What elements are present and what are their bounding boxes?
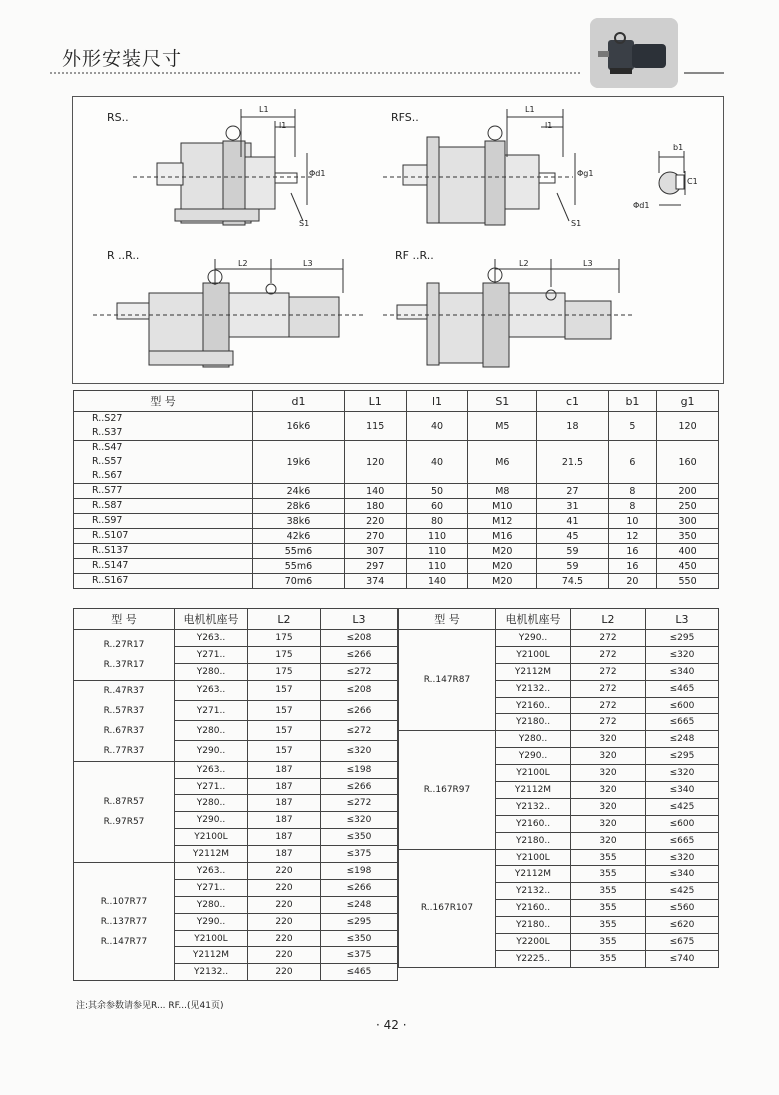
cell-S1: M5 (468, 412, 537, 441)
cell-b1: 10 (608, 514, 656, 529)
table-row (399, 731, 719, 748)
dim-c1-section: C1 (687, 177, 698, 186)
cell-L3: ≤350 (321, 829, 398, 846)
gearmotor-photo-drawing (590, 18, 678, 88)
cell-L1: 180 (344, 499, 406, 514)
table-row (74, 499, 719, 514)
cell-L3: ≤340 (646, 866, 719, 883)
table-header-row (399, 609, 719, 630)
model-name: R..27R17 (103, 639, 145, 650)
cell-L2: 187 (248, 812, 321, 829)
cell-L3: ≤272 (321, 795, 398, 812)
cell-S1: M8 (468, 484, 537, 499)
dim-L3-rf-r: L3 (583, 259, 593, 268)
motor-frame: Y2160.. (496, 815, 571, 832)
motor-frame: Y263.. (175, 630, 248, 647)
model-name: R..87R57 (103, 796, 145, 807)
cell-L3: ≤375 (321, 947, 398, 964)
model-name: R..S87 (92, 500, 123, 511)
cell-l1: 140 (406, 574, 468, 589)
motor-frame: Y290.. (175, 741, 248, 761)
model-name: R..37R17 (103, 659, 145, 670)
diagram-label-rs: RS.. (107, 111, 129, 124)
motor-frame: Y2180.. (496, 714, 571, 731)
shaft-dimension-table (73, 390, 719, 589)
col-header: L3 (321, 609, 398, 630)
table-header-row (74, 609, 398, 630)
dim-b1-section: b1 (673, 143, 684, 152)
motor-frame: Y263.. (175, 761, 248, 778)
motor-frame: Y2100L (496, 849, 571, 866)
col-header: 电机机座号 (175, 609, 248, 630)
cell-d1: 70m6 (253, 574, 345, 589)
cell-L1: 374 (344, 574, 406, 589)
model-cell (74, 680, 175, 761)
model-name: R..S67 (92, 470, 123, 481)
cell-l1: 110 (406, 544, 468, 559)
cell-L3: ≤665 (646, 832, 719, 849)
cell-L1: 120 (344, 441, 406, 484)
cell-L1: 220 (344, 514, 406, 529)
cell-L2: 220 (248, 879, 321, 896)
dim-L1-rfs: L1 (525, 105, 535, 114)
cell-L2: 355 (571, 950, 646, 967)
cell-L1: 297 (344, 559, 406, 574)
table-row (74, 484, 719, 499)
col-header: S1 (468, 391, 537, 412)
motor-frame: Y263.. (175, 680, 248, 700)
table-row (74, 514, 719, 529)
motor-frame: Y271.. (175, 700, 248, 720)
model-name: R..S77 (92, 485, 123, 496)
page-title: 外形安装尺寸 (62, 48, 183, 70)
cell-c1: 59 (537, 559, 609, 574)
motor-frame: Y2100L (175, 829, 248, 846)
model-name: R..S137 (92, 545, 129, 556)
header-divider (50, 72, 580, 74)
cell-L3: ≤272 (321, 663, 398, 680)
col-header: 电机机座号 (496, 609, 571, 630)
model-cell (74, 499, 253, 514)
cell-b1: 5 (608, 412, 656, 441)
dim-l1-rs: l1 (279, 121, 287, 130)
model-name: R..S37 (92, 427, 123, 438)
table-row (74, 574, 719, 589)
cell-l1: 110 (406, 529, 468, 544)
cell-S1: M6 (468, 441, 537, 484)
cell-L2: 187 (248, 795, 321, 812)
cell-L3: ≤266 (321, 879, 398, 896)
motor-frame: Y2112M (175, 846, 248, 863)
cell-d1: 42k6 (253, 529, 345, 544)
cell-L3: ≤320 (321, 812, 398, 829)
cell-l1: 40 (406, 412, 468, 441)
cell-L2: 355 (571, 934, 646, 951)
motor-frame: Y2100L (175, 930, 248, 947)
model-cell (74, 484, 253, 499)
cell-L2: 320 (571, 782, 646, 799)
cell-L3: ≤665 (646, 714, 719, 731)
motor-frame: Y2160.. (496, 697, 571, 714)
cell-c1: 59 (537, 544, 609, 559)
model-cell (74, 514, 253, 529)
model-name: R..77R37 (103, 745, 145, 756)
cell-L2: 272 (571, 680, 646, 697)
cell-L2: 320 (571, 815, 646, 832)
cell-L2: 175 (248, 630, 321, 647)
cell-L2: 220 (248, 964, 321, 981)
cell-L2: 220 (248, 947, 321, 964)
cell-L2: 175 (248, 663, 321, 680)
col-header: l1 (406, 391, 468, 412)
cell-S1: M20 (468, 544, 537, 559)
cell-g1: 350 (657, 529, 719, 544)
motor-frame: Y2100L (496, 646, 571, 663)
col-header: c1 (537, 391, 609, 412)
cell-L2: 220 (248, 863, 321, 880)
cell-L3: ≤350 (321, 930, 398, 947)
cell-L1: 115 (344, 412, 406, 441)
cell-c1: 31 (537, 499, 609, 514)
model-cell (74, 544, 253, 559)
cell-S1: M12 (468, 514, 537, 529)
motor-frame: Y271.. (175, 646, 248, 663)
cell-L2: 157 (248, 680, 321, 700)
cell-b1: 6 (608, 441, 656, 484)
cell-L3: ≤248 (646, 731, 719, 748)
cell-g1: 250 (657, 499, 719, 514)
model-name: R..S57 (92, 456, 123, 467)
cell-L3: ≤266 (321, 778, 398, 795)
table-header-row (74, 391, 719, 412)
cell-c1: 41 (537, 514, 609, 529)
cell-L2: 157 (248, 721, 321, 741)
table-row (74, 544, 719, 559)
motor-frame: Y280.. (175, 663, 248, 680)
cell-L3: ≤425 (646, 798, 719, 815)
model-name: R..47R37 (103, 685, 145, 696)
cell-b1: 16 (608, 559, 656, 574)
model-name: R..S107 (92, 530, 129, 541)
motor-frame: Y271.. (175, 879, 248, 896)
col-header: L2 (571, 609, 646, 630)
cell-L1: 307 (344, 544, 406, 559)
table-row (74, 863, 398, 880)
model-cell (74, 863, 175, 981)
dim-S1-rs: S1 (299, 219, 310, 228)
cell-d1: 55m6 (253, 559, 345, 574)
cell-L2: 220 (248, 930, 321, 947)
cell-L3: ≤208 (321, 630, 398, 647)
cell-L3: ≤560 (646, 900, 719, 917)
cell-d1: 38k6 (253, 514, 345, 529)
dim-d1-rs: Φd1 (309, 169, 326, 178)
model-name: R..S167 (92, 575, 129, 586)
cell-L3: ≤320 (646, 849, 719, 866)
cell-L2: 220 (248, 896, 321, 913)
header-divider-right (684, 72, 724, 74)
cell-L3: ≤600 (646, 815, 719, 832)
cell-L3: ≤295 (646, 748, 719, 765)
cell-L2: 320 (571, 765, 646, 782)
dim-g1-rfs: Φg1 (577, 169, 594, 178)
model-name: R..67R37 (103, 725, 145, 736)
motor-frame: Y2112M (496, 866, 571, 883)
cell-b1: 8 (608, 484, 656, 499)
cell-L2: 355 (571, 849, 646, 866)
col-header: g1 (657, 391, 719, 412)
col-header: L1 (344, 391, 406, 412)
cell-g1: 300 (657, 514, 719, 529)
cell-L3: ≤675 (646, 934, 719, 951)
model-cell (74, 529, 253, 544)
dim-l1-rfs: l1 (545, 121, 553, 130)
motor-frame: Y271.. (175, 778, 248, 795)
cell-g1: 160 (657, 441, 719, 484)
cell-d1: 16k6 (253, 412, 345, 441)
r-r-drawing (93, 259, 363, 367)
cell-L2: 272 (571, 714, 646, 731)
cell-L2: 272 (571, 697, 646, 714)
model-name: R..147R87 (423, 675, 471, 686)
model-cell (399, 849, 496, 967)
model-cell (74, 761, 175, 862)
col-header: L2 (248, 609, 321, 630)
cell-l1: 80 (406, 514, 468, 529)
motor-frame: Y2132.. (496, 680, 571, 697)
cell-b1: 16 (608, 544, 656, 559)
diagram-label-r-r: R ..R.. (107, 249, 140, 262)
model-cell (399, 731, 496, 849)
cell-L3: ≤198 (321, 863, 398, 880)
cell-l1: 110 (406, 559, 468, 574)
table-row (74, 680, 398, 700)
dimension-drawings (72, 96, 724, 384)
model-name: R..S147 (92, 560, 129, 571)
cell-L3: ≤266 (321, 700, 398, 720)
motor-frame: Y280.. (175, 795, 248, 812)
model-name: R..S27 (92, 413, 123, 424)
cell-g1: 200 (657, 484, 719, 499)
cell-L2: 355 (571, 866, 646, 883)
cell-L2: 320 (571, 731, 646, 748)
motor-frame: Y2180.. (496, 917, 571, 934)
shaft-section-drawing (659, 151, 685, 205)
col-header: 型 号 (399, 609, 496, 630)
table-row (74, 559, 719, 574)
motor-frame: Y2132.. (496, 798, 571, 815)
cell-c1: 21.5 (537, 441, 609, 484)
cell-b1: 8 (608, 499, 656, 514)
motor-frame: Y290.. (175, 812, 248, 829)
cell-L3: ≤320 (321, 741, 398, 761)
cell-L3: ≤340 (646, 663, 719, 680)
cell-L2: 355 (571, 900, 646, 917)
model-name: R..167R97 (423, 784, 471, 795)
page-number: · 42 · (376, 1018, 407, 1032)
motor-frame: Y290.. (496, 630, 571, 647)
cell-L3: ≤600 (646, 697, 719, 714)
table-row (399, 630, 719, 647)
col-header: b1 (608, 391, 656, 412)
model-cell (74, 441, 253, 484)
dim-L2-rf-r: L2 (519, 259, 529, 268)
cell-L2: 220 (248, 913, 321, 930)
col-header: 型 号 (74, 609, 175, 630)
cell-l1: 40 (406, 441, 468, 484)
motor-frame: Y290.. (496, 748, 571, 765)
dim-L1-rs: L1 (259, 105, 269, 114)
cell-b1: 12 (608, 529, 656, 544)
model-name: R..167R107 (420, 903, 474, 914)
model-name: R..147R77 (100, 936, 148, 947)
cell-l1: 60 (406, 499, 468, 514)
cell-g1: 550 (657, 574, 719, 589)
cell-L2: 272 (571, 630, 646, 647)
cell-S1: M16 (468, 529, 537, 544)
dimension-drawings-svg (73, 97, 723, 383)
model-cell (399, 630, 496, 731)
cell-L3: ≤465 (646, 680, 719, 697)
rf-r-drawing (383, 259, 633, 367)
cell-g1: 450 (657, 559, 719, 574)
motor-frame: Y2112M (496, 782, 571, 799)
cell-c1: 74.5 (537, 574, 609, 589)
motor-frame: Y280.. (496, 731, 571, 748)
dim-L3-r-r: L3 (303, 259, 313, 268)
table-row (399, 849, 719, 866)
table-row (74, 441, 719, 484)
model-cell (74, 574, 253, 589)
cell-L2: 320 (571, 798, 646, 815)
cell-d1: 19k6 (253, 441, 345, 484)
cell-L3: ≤740 (646, 950, 719, 967)
motor-frame: Y2112M (175, 947, 248, 964)
cell-L3: ≤425 (646, 883, 719, 900)
model-name: R..S97 (92, 515, 123, 526)
cell-L3: ≤375 (321, 846, 398, 863)
cell-d1: 24k6 (253, 484, 345, 499)
cell-b1: 20 (608, 574, 656, 589)
cell-L2: 187 (248, 761, 321, 778)
cell-L3: ≤620 (646, 917, 719, 934)
motor-frame: Y2180.. (496, 832, 571, 849)
cell-L3: ≤295 (646, 630, 719, 647)
cell-L3: ≤198 (321, 761, 398, 778)
cell-L2: 187 (248, 778, 321, 795)
model-name: R..57R37 (103, 705, 145, 716)
cell-c1: 45 (537, 529, 609, 544)
cell-L2: 320 (571, 832, 646, 849)
diagram-label-rf-r: RF ..R.. (395, 249, 434, 262)
cell-L3: ≤248 (321, 896, 398, 913)
footnote: 注:其余参数请参见R... RF...(见41页) (76, 1001, 224, 1011)
motor-frame: Y2225.. (496, 950, 571, 967)
col-header: 型 号 (74, 391, 253, 412)
cell-d1: 55m6 (253, 544, 345, 559)
motor-frame: Y263.. (175, 863, 248, 880)
cell-L2: 157 (248, 741, 321, 761)
cell-L3: ≤320 (646, 765, 719, 782)
cell-L1: 140 (344, 484, 406, 499)
model-cell (74, 559, 253, 574)
model-cell (74, 412, 253, 441)
cell-d1: 28k6 (253, 499, 345, 514)
motor-table-left (73, 608, 398, 981)
cell-L2: 355 (571, 883, 646, 900)
motor-frame: Y2132.. (496, 883, 571, 900)
cell-L2: 187 (248, 846, 321, 863)
cell-S1: M20 (468, 574, 537, 589)
motor-frame: Y2100L (496, 765, 571, 782)
dim-d1-section: Φd1 (633, 201, 650, 210)
motor-frame: Y280.. (175, 896, 248, 913)
cell-l1: 50 (406, 484, 468, 499)
table-row (74, 630, 398, 647)
cell-c1: 27 (537, 484, 609, 499)
col-header: d1 (253, 391, 345, 412)
cell-g1: 120 (657, 412, 719, 441)
dim-L2-r-r: L2 (238, 259, 248, 268)
motor-table-right (398, 608, 719, 968)
col-header: L3 (646, 609, 719, 630)
motor-frame: Y2132.. (175, 964, 248, 981)
cell-L3: ≤295 (321, 913, 398, 930)
cell-L3: ≤272 (321, 721, 398, 741)
model-name: R..107R77 (100, 896, 148, 907)
diagram-label-rfs: RFS.. (391, 111, 419, 124)
cell-S1: M10 (468, 499, 537, 514)
cell-L2: 175 (248, 646, 321, 663)
cell-g1: 400 (657, 544, 719, 559)
cell-L2: 355 (571, 917, 646, 934)
table-row (74, 761, 398, 778)
model-name: R..137R77 (100, 916, 148, 927)
cell-L1: 270 (344, 529, 406, 544)
cell-L2: 272 (571, 646, 646, 663)
cell-L2: 272 (571, 663, 646, 680)
cell-L3: ≤320 (646, 646, 719, 663)
table-row (74, 412, 719, 441)
cell-L2: 187 (248, 829, 321, 846)
cell-c1: 18 (537, 412, 609, 441)
table-row (74, 529, 719, 544)
motor-frame: Y2200L (496, 934, 571, 951)
dim-S1-rfs: S1 (571, 219, 582, 228)
cell-S1: M20 (468, 559, 537, 574)
cell-L2: 157 (248, 700, 321, 720)
cell-L3: ≤208 (321, 680, 398, 700)
model-name: R..S47 (92, 442, 123, 453)
gearmotor-photo (590, 18, 678, 88)
motor-frame: Y2112M (496, 663, 571, 680)
cell-L2: 320 (571, 748, 646, 765)
cell-L3: ≤465 (321, 964, 398, 981)
model-cell (74, 630, 175, 681)
model-name: R..97R57 (103, 816, 145, 827)
motor-frame: Y2160.. (496, 900, 571, 917)
cell-L3: ≤340 (646, 782, 719, 799)
motor-frame: Y290.. (175, 913, 248, 930)
motor-frame: Y280.. (175, 721, 248, 741)
cell-L3: ≤266 (321, 646, 398, 663)
